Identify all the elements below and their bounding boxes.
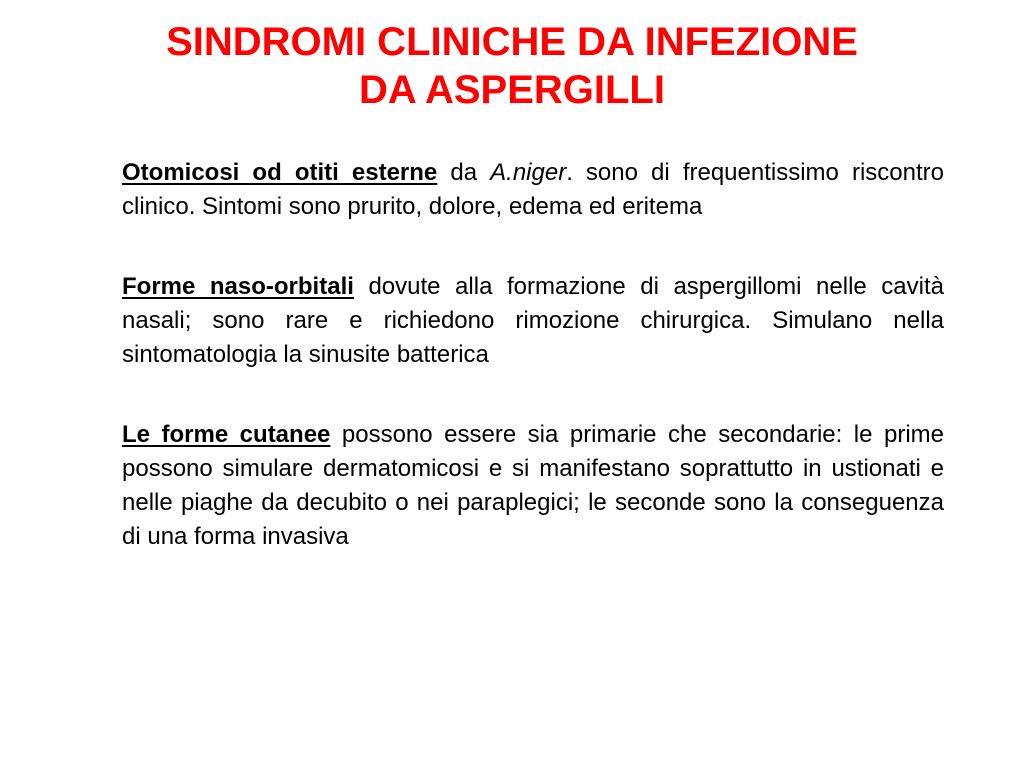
- paragraph-forme-cutanee: [122, 418, 944, 554]
- paragraph-otomicosi: [122, 156, 944, 224]
- paragraph-naso-orbitali: [122, 270, 944, 372]
- title-line-2: DA ASPERGILLI: [359, 68, 665, 112]
- slide-body: [122, 156, 944, 554]
- paragraph-forme-cutanee-text: possono essere sia primarie che secondarie: le prime possono simulare dermatomicosi e si manifestano soprattutto in ustionati e nelle piaghe da decubito o nei paraplegici; le seconde sono la conseguenza di una forma invasiva: [122, 421, 944, 550]
- term-forme-cutanee: Le forme cutanee: [122, 421, 331, 448]
- paragraph-otomicosi-text: . sono di frequentissimo riscontro clinico. Sintomi sono prurito, dolore, edema ed eritema: [122, 159, 944, 220]
- term-otomicosi: Otomicosi od otiti esterne: [122, 159, 438, 186]
- paragraph-naso-orbitali-text: dovute alla formazione di aspergillomi nelle cavità nasali; sono rare e richiedono rimozione chirurgica. Simulano nella sintomatologia la sinusite batterica: [122, 273, 944, 368]
- term-naso-orbitali: Forme naso-orbitali: [122, 273, 354, 300]
- species-name: A.niger: [490, 159, 567, 186]
- paragraph-otomicosi-connector: da: [437, 159, 491, 186]
- title-line-1: SINDROMI CLINICHE DA INFEZIONE: [166, 20, 858, 64]
- slide-title: [60, 18, 964, 114]
